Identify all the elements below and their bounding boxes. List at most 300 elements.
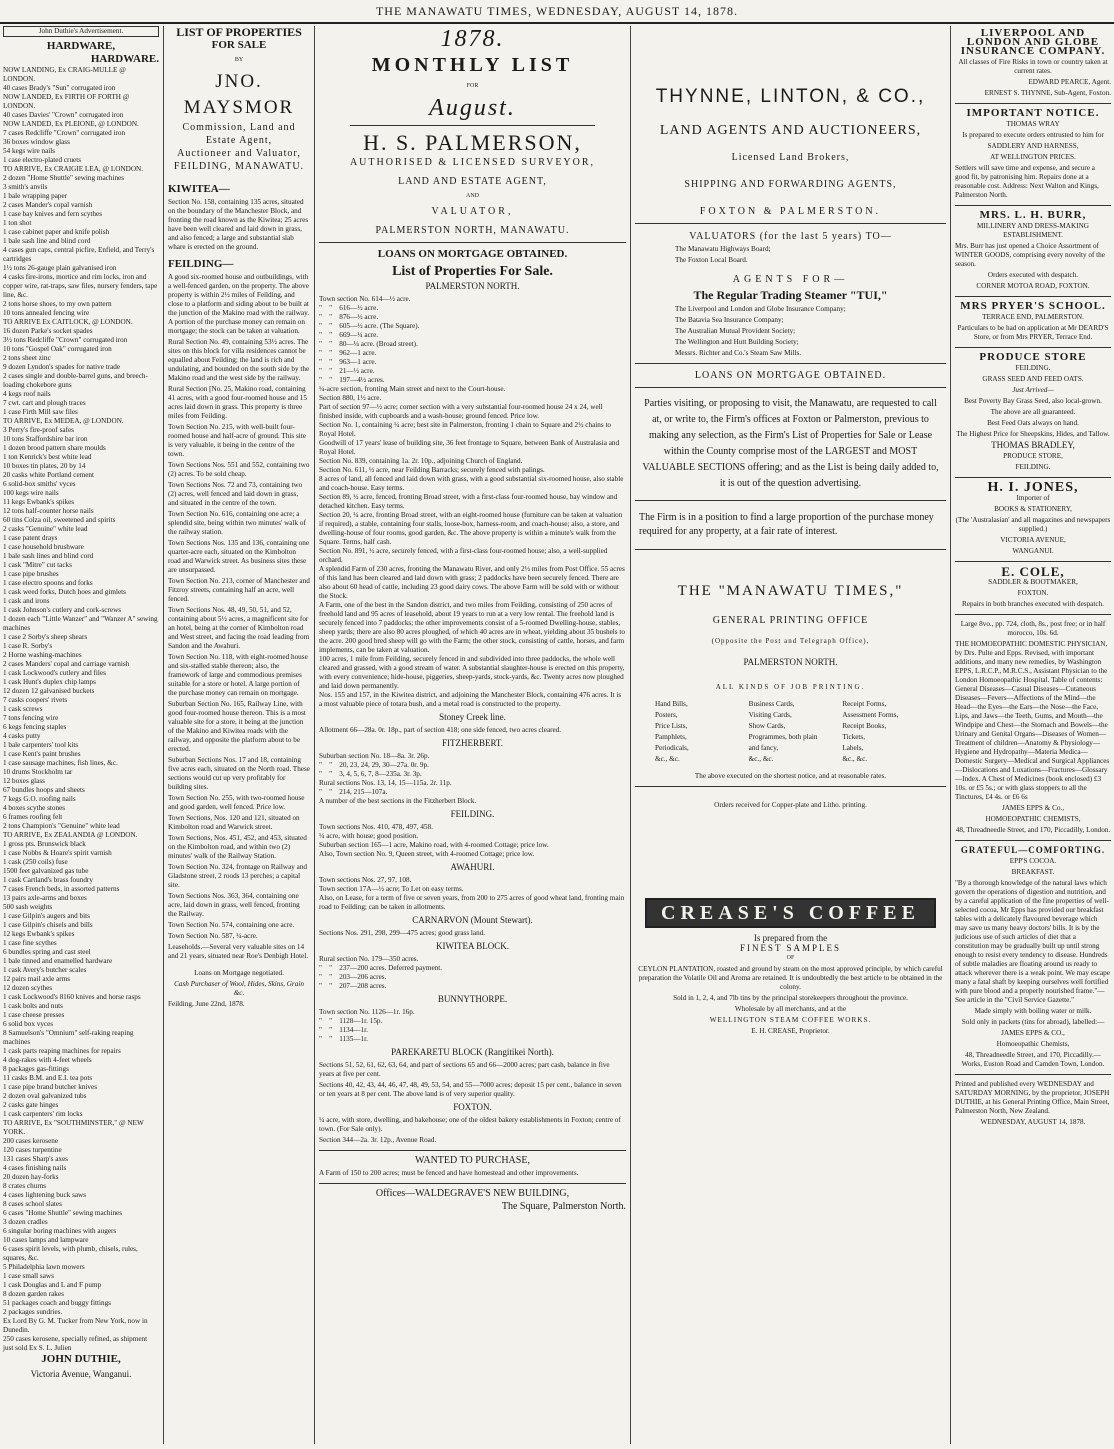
signature-name: JOHN DUTHIE, — [41, 1353, 121, 1365]
hardware-item: 1 cask parts reaping machines for repairs — [3, 1047, 121, 1055]
hardware-item: 2 packages sundries. — [3, 1308, 63, 1316]
awahuri-item: Town section 17A—½ acre; To Let on easy terms. — [319, 885, 464, 893]
palmerston-item: " " 80—¼ acre. (Broad street). — [319, 340, 418, 348]
hardware-item: 1 bale wrapping paper — [3, 192, 68, 200]
hardware-item: 1500 feet galvanized gas tube — [3, 867, 89, 875]
hardware-item: 1 case Firth Mill saw files — [3, 408, 78, 416]
hardware-title: HARDWARE, — [46, 40, 116, 52]
hardware-item: 20 casks white Portland cement — [3, 471, 95, 479]
divider — [955, 840, 1111, 841]
hardware-item: 6 bundles spring and cast steel — [3, 948, 91, 956]
hardware-item: 16 dozen Parke's socket spades — [3, 327, 93, 335]
surveyor-title-3: VALUATOR, — [431, 206, 514, 217]
hardware-item: 6 kegs fencing staples — [3, 723, 67, 731]
hardware-item: 36 boxes window glass — [3, 138, 70, 146]
divider — [955, 1074, 1111, 1075]
hardware-item: 6 frames roofing felt — [3, 813, 63, 821]
valuators-header: VALUATORS (for the last 5 years) TO— — [689, 231, 892, 242]
wanted-text: A Farm of 150 to 200 acres; must be fenced and have homestead and other improvements. — [319, 1169, 579, 1177]
hardware-item: 1 cask Lockwood's 8160 knives and horse rasps — [3, 993, 141, 1001]
divider — [635, 549, 946, 550]
coffee-text: WELLINGTON STEAM COFFEE WORKS. — [709, 1016, 872, 1024]
ad-text: Particulars to be had on application at Mr DEARD'S Store, or from Mrs PRYER, Terrace End. — [957, 324, 1109, 341]
firm-name: THYNNE, LINTON, & CO., — [655, 86, 926, 107]
fitzherbert-item: Rural sections Nos. 13, 14, 15—115a. 2r. 11p. — [319, 779, 452, 787]
property-text: Town Sections Nos. 48, 49, 50, 51, and 52, containing about 5½ acres, a magnificent site for an hotel, being at the corner of Kimbolton road and West street, and facing the road leading from Sandon and the Awahuri. — [168, 606, 310, 650]
ad-text: VICTORIA AVENUE, — [1000, 536, 1066, 544]
palmerston-item: Town section No. 614—½ acre. — [319, 295, 411, 303]
imprint: Printed and published every WEDNESDAY and SATURDAY MORNING, by the proprietor, JOSEPH DUTHIE, at his General Printing Office, Main Street, Palmerston North, New Zealand. — [955, 1080, 1110, 1115]
section-awahuri: AWAHURI. — [450, 862, 495, 872]
property-text: Suburban Sections Nos. 17 and 18, containing five acres each, situated on the North road. These sections would cut up very profitably for building sites. — [168, 756, 310, 791]
palmerston-item: " " 963—1 acre. — [319, 358, 377, 366]
section-stoney: Stoney Creek line. — [439, 712, 506, 722]
ad-text: SADDLER & BOOTMAKER, — [988, 578, 1078, 586]
ad-text: FOXTON. — [1017, 589, 1049, 597]
section-bunnythorpe: BUNNYTHORPE. — [437, 994, 508, 1004]
ad-text: Orders executed with despatch. — [987, 271, 1079, 279]
ad-text: Made simply with boiling water or milk. — [974, 1007, 1092, 1015]
kiwitea-item: " " 203—206 acres. — [319, 973, 387, 981]
property-text: Town Section No. 616, containing one acre; a splendid site, being within two minutes' walk of the railway station. — [168, 510, 306, 536]
hardware-item: 40 cases Davies' "Crown" corrugated iron — [3, 111, 124, 119]
property-text: Town Sections Nos. 551 and 552, containing two (2) acres. To be sold cheap. — [168, 461, 310, 478]
property-text: A good six-roomed house and outbuildings, with a well-fenced garden, on the property. The above property is within 2½ miles of Feilding, and close to a platform and siding about to be built at the junction of the Makino road with the railway. A portion of the purchase money can remain on mortgage; the stock can be taken at valuation. — [168, 273, 310, 335]
hardware-item: 1 cask Lockwood's cutlery and files — [3, 669, 106, 677]
hardware-item: 4 boxes scythe stones — [3, 804, 66, 812]
ad-text: CORNER MOTOA ROAD, FOXTON. — [976, 282, 1090, 290]
hardware-item: 7 cwt. cart and plough traces — [3, 399, 86, 407]
divider — [635, 786, 946, 787]
job-type: Posters, — [655, 711, 678, 719]
job-type: Price Lists, — [655, 722, 688, 730]
feilding-item: Also, Town section No. 9, Queen street, with 4-roomed Cottage; price low. — [319, 850, 535, 858]
hardware-item: 1 case Gilpin's chisels and bills — [3, 921, 93, 929]
agency-item: The Wellington and Hutt Building Society; — [675, 338, 799, 346]
ad-text: WANGANUI. — [1012, 547, 1054, 555]
hardware-item: 8 packages gas-fittings — [3, 1065, 69, 1073]
hardware-item: 1 gross pts. Brunswick black — [3, 840, 86, 848]
divider — [955, 205, 1111, 206]
palmerston-item: Section No. 611, ½ acre, near Feilding Barracks; securely fenced with palings. — [319, 466, 545, 474]
ad-text: THOMAS BRADLEY, — [991, 440, 1075, 450]
ad-cole — [955, 564, 1111, 609]
job-printing: ALL KINDS OF JOB PRINTING. — [715, 683, 866, 691]
hardware-item: 1 case pipe brand butcher knives — [3, 1083, 98, 1091]
foxton-text: ¼ acre, with store, dwelling, and bakehouse; one of the oldest bakery establishments in Foxton; centre of town. (For Sale only). — [319, 1116, 621, 1133]
hardware-item: 1 case sausage machines, fish lines, &c. — [3, 759, 118, 767]
hardware-item: 10 tons "Gospel Oak" corrugated iron — [3, 345, 112, 353]
hardware-item: NOW LANDING, Ex CRAIG-MULLE @ LONDON. — [3, 66, 128, 83]
section-palmerston: PALMERSTON NORTH. — [425, 281, 520, 291]
hardware-item: 3 Perry's fire-proof safes — [3, 426, 74, 434]
ad-produce — [955, 353, 1111, 472]
agents-header: AGENTS FOR— — [732, 274, 849, 285]
ad-epps-physician — [955, 620, 1111, 835]
property-text: Rural Section No. 49, containing 53½ acres. The sites on this block for villa residences cannot be equalled about Feilding; the land is rich and undulating, and bounded on the south side by the Makino road and the west side by the railway. — [168, 338, 310, 382]
hardware-item: 1 ton shot — [3, 219, 32, 227]
hardware-item: 4 casks putty — [3, 732, 41, 740]
exec-note: The above executed on the shortest notice, and at reasonable rates. — [694, 772, 887, 780]
hardware-item: 6 cases spirit levels, with plumb, chisels, rules, squares, &c. — [3, 1245, 140, 1262]
wray-title: IMPORTANT NOTICE. — [966, 107, 1100, 119]
column-duthie-hardware — [0, 26, 162, 1444]
column-maysmor — [165, 26, 313, 1444]
ad-date: Feilding, June 22nd, 1878. — [168, 1000, 245, 1008]
carnarvon-text: Sections Nos. 291, 298, 299—475 acres; good grass land. — [319, 929, 486, 937]
ad-burr — [955, 211, 1111, 291]
divider — [635, 387, 946, 388]
hardware-item: 1 cask Hunt's duplex chip lamps — [3, 678, 96, 686]
property-text: Town Sections, Nos. 120 and 121, situated on Kimbolton road and Warwick street. — [168, 814, 300, 831]
ad-text: (The 'Australasian' and all magazines and newspapers supplied.) — [955, 516, 1111, 533]
property-text: Town Section No. 574, containing one acre. — [168, 921, 295, 929]
ad-text: JAMES EPPS & Co., — [1001, 804, 1065, 812]
cash-purchaser: Cash Purchaser of Wool, Hides, Skins, Grain &c. — [174, 980, 304, 997]
cocoa-title: GRATEFUL—COMFORTING. — [960, 845, 1106, 855]
hardware-item: 3½ tons Redcliffe "Crown" corrugated iron — [3, 336, 128, 344]
palmerston-item: " " 962—1 acre. — [319, 349, 377, 357]
job-type: and fancy, — [748, 744, 779, 752]
agent-location: FEILDING, MANAWATU. — [173, 161, 305, 172]
ad-text: The Highest Price for Sheepskins, Hides, and Tallow. — [956, 430, 1110, 438]
offices: Offices—WALDEGRAVE'S NEW BUILDING, — [375, 1188, 570, 1199]
palmerston-item: 8 acres of land, all fenced and laid down with grass, with a good substantial six-roomed house, also stable and coach-house. Easy terms. — [319, 475, 626, 492]
property-text: Town Section No. 215, with well-built four-roomed house and half-acre of ground. This site is very valuable, it being in the centre of the town. — [168, 423, 306, 458]
valuator-item: The Manawatu Highways Board; — [675, 245, 771, 253]
for-label: FOR — [466, 83, 479, 89]
property-text: Section No. 158, containing 135 acres, situated on the boundary of the Manchester Block, and fronting the road known as the Kiwitea; 25 acres have been well cleared and laid down in grass, and also fenced; a large and substantial slab whare is erected on the ground. — [168, 198, 309, 251]
burr-title: MRS. L. H. BURR, — [979, 209, 1087, 221]
hardware-item: 131 cases Sharp's axes — [3, 1155, 68, 1163]
hardware-item: 1 cask Cartland's brass foundry — [3, 876, 93, 884]
hardware-item: 10 cases lamps and lampware — [3, 1236, 89, 1244]
produce-title: PRODUCE STORE — [979, 351, 1087, 363]
kiwitea-item: Rural section No. 179—350 acres. — [319, 955, 419, 963]
hardware-item: 4 dog-rakes with 4-feet wheels — [3, 1056, 92, 1064]
agent-role-2: Estate Agent, — [205, 135, 273, 146]
palmerston-item: A Farm, one of the best in the Sandon district, and two miles from Feilding, consisting of 250 acres of freehold land and 95 acres of leasehold, about 19 years to run at a very low rental. The freehold land is securely fenced into 7 paddocks; the other improvements consist of a 5-roomed Dwelling-house, stables, sheep yards; there are also 80 acres ploughed, of which 40 acres are in wheat, yielding about 35 bushels to the acre. 200 good bred sheep will go with the Farm; the other stock, consisting of cattle, horses, and farm implements, can be taken at valuation. — [319, 601, 627, 654]
hardware-item: 10 drums Stockholm tar — [3, 768, 73, 776]
hardware-item: TO ARRIVE, Ex ZEALANDIA @ LONDON. — [3, 831, 138, 839]
imprint-date: WEDNESDAY, AUGUST 14, 1878. — [980, 1118, 1086, 1126]
hardware-item: 12 tons half-counter horse nails — [3, 507, 94, 515]
ad-pryer — [955, 302, 1111, 342]
hardware-item: 1 case electro-plated cruets — [3, 156, 82, 164]
fitzherbert-item: A number of the best sections in the Fitzherbert Block. — [319, 797, 477, 805]
hardware-item: 1 case fine scythes — [3, 939, 57, 947]
ad-text: Homoeopathic Chemists, — [996, 1040, 1070, 1048]
section-kiwitea: KIWITEA BLOCK. — [436, 941, 509, 951]
fitzherbert-list — [319, 752, 626, 806]
hardware-item: 1 cask Johnson's cutlery and cork-screws — [3, 606, 122, 614]
ad-text: Is prepared to execute orders entrusted to him for — [962, 131, 1104, 139]
ad-text: EDWARD PEARCE, Agent. — [1028, 78, 1111, 86]
palmerston-item: Nos. 155 and 157, in the Kiwitea district, and adjoining the Manchester Block, containing 476 acres. It is a most valuable piece of totara bush, and a metal road is constructed to the property. — [319, 691, 624, 708]
loans-header: LOANS ON MORTGAGE OBTAINED. — [377, 248, 568, 260]
hardware-item: 1 cask screws — [3, 705, 43, 713]
job-type: &c., &c. — [655, 755, 680, 763]
hardware-item: 1 bale carpenters' tool kits — [3, 741, 79, 749]
job-type: Programmes, both plain — [748, 733, 818, 741]
job-type: Tickets, — [842, 733, 866, 741]
office-town: PALMERSTON NORTH. — [743, 657, 838, 667]
ad-text: JAMES EPPS & CO., — [1001, 1029, 1065, 1037]
hardware-item: 2 cases single and double-barrel guns, and breech-loading chokebore guns — [3, 372, 148, 389]
divider — [350, 125, 596, 126]
agency-item: The Liverpool and London and Globe Insurance Company; — [675, 305, 846, 313]
palmerston-item: Section 880, 1½ acre. — [319, 394, 382, 402]
hardware-item: 11 kegs Ewbank's spikes — [3, 498, 75, 506]
job-type: Show Cards, — [748, 722, 786, 730]
hardware-item: 51 packages coach and buggy fittings — [3, 1299, 111, 1307]
coffee-text: CEYLON PLANTATION, roasted and ground by steam on the most approved principle, by which careful preparation the Volatile Oil and Aroma are retained. It is undoubtedly the best article to be obtained in the colony. — [638, 965, 943, 991]
job-type: Receipt Forms, — [842, 700, 887, 708]
spacer — [635, 812, 946, 892]
job-type: Hand Bills, — [655, 700, 688, 708]
agent-name: JNO. MAYSMOR — [183, 71, 295, 118]
firm-role-3: SHIPPING AND FORWARDING AGENTS, — [684, 179, 897, 190]
ad-text: BREAKFAST. — [1011, 868, 1055, 876]
palmerston-item: Goodwill of 17 years' lease of building site, 36 feet frontage to Square, between Bank of Australasia and Royal Hotel. — [319, 439, 621, 456]
section-kiwitea: KIWITEA— — [168, 183, 230, 195]
spacer — [635, 26, 946, 84]
hardware-item: 4 casks fire-irons, mortice and rim locks, iron and copper wire, rat-traps, saw files, nursery fenders, tape line, &c. — [3, 273, 160, 299]
palmerston-item: Part of section 97—½ acre; corner section with a very substantial four-roomed house 24 x 24, well finished inside, with cupboards and a wash-house; ground fenced. Price low. — [319, 403, 605, 420]
divider — [955, 477, 1111, 478]
hardware-item: 7 kegs G.O. roofing nails — [3, 795, 76, 803]
ad-jones — [955, 480, 1111, 556]
pryer-title: MRS PRYER'S SCHOOL. — [960, 300, 1106, 312]
property-text: Town Section No. 324, frontage on Railway and Gladstone street, 2 roods 13 perches; a capital site. — [168, 863, 308, 889]
hardware-item: 1 case Gilpin's augers and bits — [3, 912, 90, 920]
hardware-item: 7 cases French beds, in assorted patterns — [3, 885, 120, 893]
job-types — [655, 700, 926, 764]
palmerston-item: Section No. 1, containing ¼ acre; best site in Palmerston, fronting 1 chain to Square and 2½ chains to Royal Hotel. — [319, 421, 613, 438]
hardware-item: 1 cask Avery's butcher scales — [3, 966, 87, 974]
job-type: Pamphlets, — [655, 733, 687, 741]
hardware-item: 1 case cabinet paper and knife polish — [3, 228, 110, 236]
hardware-item: 7 tons fencing wire — [3, 714, 59, 722]
office-location: (Opposite the Post and Telegraph Office), — [711, 637, 870, 645]
palmerston-item: A splendid Farm of 230 acres, fronting the Manawatu River, and only 2½ miles from Post Office. 55 acres of this land has been cleared and laid down with grass; 2 paddocks have been securely fenced. There are also about 60 head of cattle, including 23 good dairy cows. The above Farm will be sold with or without the Stock. — [319, 565, 627, 600]
section-foxton: FOXTON. — [453, 1102, 492, 1112]
hardware-item: 60 tins Colza oil, sweetened and spirits — [3, 516, 116, 524]
loans-note: Loans on Mortgage negotiated. — [194, 969, 284, 977]
insurance-title: LIVERPOOL AND LONDON AND GLOBE INSURANCE COMPANY. — [960, 27, 1106, 57]
hardware-item: 5 Philadelphia lawn mowers — [3, 1263, 85, 1271]
palmerston-item: " " 197—4½ acres. — [319, 376, 385, 384]
monthly-list: MONTHLY LIST — [371, 54, 574, 76]
column-palmerson — [316, 26, 629, 1444]
hardware-item: 1 cask and irons — [3, 597, 50, 605]
ad-text: All classes of Fire Risks in town or country taken at current rates. — [958, 58, 1108, 75]
visiting-text: Parties visiting, or proposing to visit, the Manawatu, are requested to call at, or write to, the Firm's offices at Foxton or Palmerston, previous to making any selection, as the Firm's List of Properties for Sale or Lease within the County comprise most of the LARGEST and MOST VALUABLE SECTIONS offering; and as the List is being daily added to, it is out of the question advertising. — [642, 398, 939, 489]
hardware-item: 1 cask carpenters' rim locks — [3, 1110, 83, 1118]
surveyor-location: PALMERSTON NORTH, MANAWATU. — [375, 225, 570, 236]
fitzherbert-item: " " 20, 23, 24, 29, 30—27a. 0r. 9p. — [319, 761, 429, 769]
property-text: Leaseholds.—Several very valuable sites on 14 and 21 years, situated near Roe's Denbigh Hotel. — [168, 943, 309, 960]
hardware-item: NOW LANDED, Ex PLEIONE, @ LONDON. — [3, 120, 139, 128]
hardware-item: 2 dozen "Home Shuttle" sewing machines — [3, 174, 125, 182]
job-type: Labels, — [842, 744, 864, 752]
hardware-item: 4 cases finishing nails — [3, 1164, 67, 1172]
ad-text: Best Feed Oats always on hand. — [987, 419, 1079, 427]
ad-text: FEILDING. — [1015, 364, 1051, 372]
palmerston-item: ¼-acre section, fronting Main street and next to the Court-house. — [319, 385, 506, 393]
hardware-item: 120 cases turpentine — [3, 1146, 62, 1154]
property-text: Town Section No. 213, corner of Manchester and Fitzroy streets, containing half an acre, well fenced. — [168, 577, 310, 603]
ad-text: Just Arrived— — [1012, 386, 1054, 394]
list-title: LIST OF PROPERTIES — [176, 26, 302, 39]
hardware-item: 8 dozen garden rakes — [3, 1290, 64, 1298]
hardware-list — [3, 66, 159, 1353]
hardware-item: 1 case cheese presses — [3, 1011, 65, 1019]
agent-role-3: Auctioneer and Valuator, — [177, 148, 301, 159]
palmerston-item: Section 89, ½ acre, fenced, fronting Broad street, with a first-class four-roomed house, bay window and detached kitchen. Easy terms. — [319, 493, 620, 510]
parekaretu-text: Sections 51, 52, 61, 62, 63, 64, and part of sections 65 and 66—2000 acres; part cash, balance in five years at five per cent. — [319, 1061, 610, 1078]
coffee-line: FINEST SAMPLES — [739, 943, 842, 953]
palmerston-item: " " 669—¼ acre. — [319, 331, 379, 339]
times-header: THE "MANAWATU TIMES," — [677, 583, 904, 599]
hardware-item: 1 cask (250 coils) fuse — [3, 858, 68, 866]
section-parekaretu: PAREKARETU BLOCK (Rangitikei North). — [391, 1047, 554, 1057]
ad-text: THOMAS WRAY — [1006, 120, 1060, 128]
hardware-item: 4 cases lightening buck saws — [3, 1191, 87, 1199]
hardware-item: 1 cask bolts and nuts — [3, 1002, 63, 1010]
ad-text: "By a thorough knowledge of the natural laws which govern the operations of digestion and nutrition, and by a careful application of the fine properties of well-selected cocoa, Mr Epps has provided our breakfast tables with a delicately flavoured beverage which may save us many heavy doctors' bills. It is by the judicious use of such articles of diet that a constitution may be gradually built up until strong enough to resist every tendency to disease. Hundreds of subtle maladies are floating around us ready to attack wherever there is a weak point. We may escape many a fatal shaft by keeping ourselves well fortified with pure blood and a properly nourished frame."—See article in the "Civil Service Gazette." — [955, 879, 1110, 1004]
surveyor-title-2: LAND AND ESTATE AGENT, — [398, 176, 547, 187]
job-type: &c., &c. — [842, 755, 868, 763]
job-type: Periodicals, — [655, 744, 689, 752]
hardware-title-2: HARDWARE. — [90, 53, 159, 65]
hardware-item: 4 cases gun caps, central picfire, Enfield, and Terry's cartridges — [3, 246, 157, 263]
ad-epps-cocoa — [955, 846, 1111, 1069]
job-type: Visiting Cards, — [748, 711, 792, 719]
hardware-item: 1 case electro spoons and forks — [3, 579, 93, 587]
hardware-item: 1 case bay knives and fern scythes — [3, 210, 102, 218]
stoney-text: Allotment 66—28a. 0r. 18p., part of section 418; one side fenced, two acres cleared. — [319, 726, 562, 734]
divider — [955, 103, 1111, 104]
coffee-banner: CREASE'S COFFEE — [645, 898, 936, 928]
palmerston-item: " " 605—½ acre. (The Square). — [319, 322, 420, 330]
steamer-tui: The Regular Trading Steamer "TUI," — [693, 288, 888, 302]
cole-title: E. COLE, — [1001, 564, 1065, 579]
orders-note: Orders received for Copper-plate and Litho. printing. — [714, 801, 867, 809]
ad-text: Settlers will save time and expense, and secure a good fit, by patronising him. Repairs done at a reasonable cost. Address: Next Walton and Kings, Palmerston North. — [955, 164, 1099, 199]
ad-text: EPP'S COCOA. — [1009, 857, 1057, 865]
finance-text: The Firm is in a position to find a large proportion of the purchase money required for any property, at a fair rate of interest. — [639, 512, 934, 537]
ad-text: FEILDING. — [1015, 463, 1051, 471]
bunnythorpe-item: " " 1135—1r. — [319, 1035, 368, 1043]
awahuri-item: Also, on Lease, for a term of five or seven years, from 200 to 275 acres of good wheat land, fronting main road to Feilding; can be taken in allotments. — [319, 894, 626, 911]
hardware-item: 7 cases Redcliffe "Crown" corrugated iron — [3, 129, 126, 137]
hardware-item: 6 cases "Home Shuttle" sewing machines — [3, 1209, 123, 1217]
hardware-item: 1 case pipe brushes — [3, 570, 59, 578]
column-thynne-linton — [632, 26, 949, 1444]
kiwitea-item: " " 237—200 acres. Deferred payment. — [319, 964, 443, 972]
awahuri-item: Town sections Nos. 27, 97, 108. — [319, 876, 412, 884]
bunnythorpe-item: " " 1134—1r. — [319, 1026, 368, 1034]
hardware-item: 100 kegs wire nails — [3, 489, 59, 497]
parekaretu-text-2: Sections 40, 42, 43, 44, 46, 47, 48, 49, 53, 54, and 55—7000 acres; deposit 15 per cent., balance in seven or ten years at 8 per cent. The above land is of very superior quality. — [319, 1081, 622, 1098]
hardware-item: 2 tons sheet zinc — [3, 354, 51, 362]
hardware-item: 1 cask Douglas and L and F pump — [3, 1281, 102, 1289]
fitzherbert-item: " " 3, 4, 5, 6, 7, 8—235a. 3r. 3p. — [319, 770, 422, 778]
hardware-item: 500 sash weights — [3, 903, 53, 911]
palmerston-item: Section No. 839, containing 1a. 2r. 10p., adjoining Church of England. — [319, 457, 523, 465]
divider — [635, 363, 946, 364]
wanted-header: WANTED TO PURCHASE, — [415, 1155, 530, 1166]
section-fitzherbert: FITZHERBERT. — [441, 738, 504, 748]
hardware-item: 10 tons Staffordshire bar iron — [3, 435, 88, 443]
palmerston-list — [319, 295, 626, 709]
hardware-item: 11 casks B.M. and E.I. tea pots — [3, 1074, 93, 1082]
property-text: Town Sections Nos. 363, 364, containing one acre, laid down in grass, well fenced, fronting the Railway. — [168, 892, 300, 918]
bunnythorpe-item: Town section No. 1126—1r. 16p. — [319, 1008, 415, 1016]
divider — [955, 561, 1111, 562]
hardware-item: 2 cases Mander's copal varnish — [3, 201, 93, 209]
feilding-list — [319, 823, 626, 859]
month: August. — [429, 95, 516, 121]
hardware-item: 12 boxes glass — [3, 777, 45, 785]
hardware-item: 54 kegs wire nails — [3, 147, 56, 155]
feilding-item: Suburban section 165—1 acre, Makino road, with 4-roomed Cottage; price low. — [319, 841, 549, 849]
job-type: Receipt Books, — [842, 722, 887, 730]
column-rule — [630, 26, 631, 1444]
firm-role-2: Licensed Land Brokers, — [731, 152, 850, 163]
hardware-item: 40 cases Brady's "Sun" corrugated iron — [3, 84, 116, 92]
agent-role: Commission, Land and — [182, 122, 296, 133]
hardware-item: 6 singular boring machines with augers — [3, 1227, 117, 1235]
hardware-item: TO ARRIVE, Ex MEDEA, @ LONDON. — [3, 417, 124, 425]
hardware-item: 67 bundles hoops and sheets — [3, 786, 85, 794]
hardware-item: 10 tons annealed fencing wire — [3, 309, 90, 317]
bunnythorpe-list — [319, 1008, 626, 1044]
divider — [955, 296, 1111, 297]
hardware-item: 1 dozen each "Little Wanzer" and "Wanzer A" sewing machines — [3, 615, 160, 632]
ad-insurance — [955, 29, 1111, 98]
hardware-item: 10 boxes tin plates, 20 by 14 — [3, 462, 86, 470]
feilding-item: Town sections Nos. 410, 478, 497, 458. — [319, 823, 433, 831]
agency-item: The Australian Mutual Provident Society; — [675, 327, 796, 335]
section-feilding: FEILDING. — [450, 809, 495, 819]
hardware-item: 1 bale sash lines and blind cord — [3, 552, 94, 560]
hardware-item: 8 crates churns — [3, 1182, 47, 1190]
ad-text: Best Poverty Bay Grass Seed, also local-grown. — [964, 397, 1102, 405]
hardware-item: 13 pairs axle-arms and boxes — [3, 894, 87, 902]
ad-text: The above are all guaranteed. — [990, 408, 1076, 416]
hardware-item: 1½ tons 26-gauge plain galvanised iron — [3, 264, 117, 272]
hardware-item: 1 ton Kenrick's best white lead — [3, 453, 92, 461]
ad-wray — [955, 109, 1111, 200]
property-text: Suburban Section No. 165, Railway Line, with good four-roomed house thereon. This is a most valuable site for a store, it being at the junction of the Makino and Kiwitea roads with the railway, and opposite the platform about to be erected. — [168, 700, 306, 753]
hardware-item: 1 dozen brood pattern share moulds — [3, 444, 106, 452]
hardware-item: 2 tons Champion's "Genuine" white lead — [3, 822, 120, 830]
ad-text: GRASS SEED AND FEED OATS. — [982, 375, 1084, 383]
foxton-text-2: Section 344—2a. 3r. 12p., Avenue Road. — [319, 1136, 437, 1144]
hardware-item: 20 dozen hay-forks — [3, 1173, 59, 1181]
hardware-item: 6 solid-box smiths' vyces — [3, 480, 76, 488]
hardware-item: 2 casks "Genuine" white lead — [3, 525, 88, 533]
section-carnarvon: CARNARVON (Mount Stewart). — [412, 915, 533, 925]
agency-item: The Batavia Sea Insurance Company; — [675, 316, 784, 324]
signature-address: Victoria Avenue, Wanganui. — [30, 1369, 132, 1379]
valuator-item: The Foxton Local Board. — [675, 256, 748, 264]
palmerston-item: 100 acres, 1 mile from Feilding, securely fenced in and subdivided into three paddocks, the whole well cleared and grassed, with a good stream of water. A substantial slaughter-house is erected on this property, with every convenience; hide-house, piggeries, sheep-yards, stock-yards, &c. Twenty acres now ploughed and laid down permanently. — [319, 655, 627, 690]
divider — [319, 1183, 626, 1184]
property-text: Town Section No. 118, with eight-roomed house and six-stalled stable thereon; also, the framework of large and commodious premises suitable for a store or hotel. A large portion of the purchase money can remain on mortgage. — [168, 653, 308, 697]
